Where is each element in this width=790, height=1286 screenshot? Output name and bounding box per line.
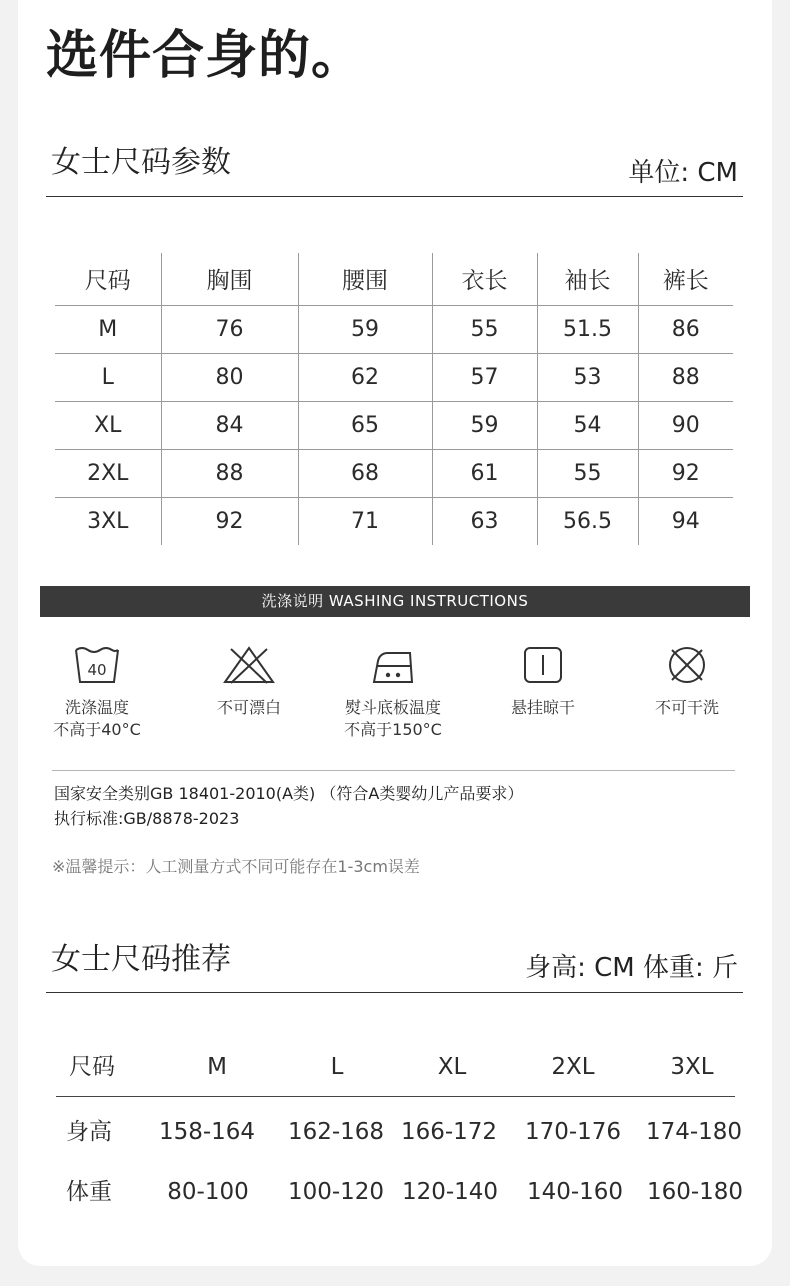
table-cell: 51.5 [537, 305, 638, 353]
line-dry-icon [522, 645, 564, 685]
table-cell: 57 [432, 353, 537, 401]
wash-item [174, 645, 324, 719]
recommend-cell: 158-164 [158, 1119, 256, 1145]
recommend-cell: 体重 [66, 1179, 112, 1205]
recommend-height-row [56, 1112, 746, 1152]
wash-label [612, 697, 762, 719]
table-cell: M [98, 316, 118, 342]
wash-tub-40-icon [73, 645, 121, 685]
wash-temperature-number: 40 [87, 661, 107, 679]
washing-instructions-bar: 洗涤说明 WASHING INSTRUCTIONS [40, 586, 750, 617]
recommend-cell: 174-180 [645, 1119, 743, 1145]
header-cell: 尺码 [84, 268, 131, 295]
wash-label-line: 悬挂晾干 [510, 698, 575, 717]
execution-standard: 执行标准:GB/8878-2023 [54, 809, 240, 828]
table-cell: 55 [432, 305, 537, 353]
table-cell: L [101, 364, 114, 390]
recommend-cell: 80-100 [167, 1179, 249, 1205]
recommend-header-divider [56, 1096, 735, 1097]
wash-label-line: 不高于150°C [344, 720, 442, 739]
wash-label-line: 不高于40°C [53, 720, 141, 739]
table-cell: 84 [161, 401, 298, 449]
recommend-cell: 160-180 [646, 1179, 744, 1205]
table-cell: 3XL [87, 508, 129, 534]
wash-item [22, 645, 172, 741]
header-cell: 衣长 [432, 253, 537, 305]
table-cell: 61 [432, 449, 537, 497]
table-cell: 2XL [87, 460, 129, 486]
no-bleach-icon [222, 645, 276, 685]
table-cell: 92 [161, 497, 298, 545]
recommend-cell: M [207, 1054, 227, 1080]
table-cell: 88 [638, 353, 733, 401]
safety-standard: 国家安全类别GB 18401-2010(A类) （符合A类婴幼儿产品要求） [54, 784, 524, 803]
table-header-row [55, 253, 733, 305]
size-params-unit: 单位: CM [628, 158, 738, 188]
table-row [55, 305, 733, 353]
size-params-title: 女士尺码参数 [51, 145, 231, 180]
table-cell: 76 [161, 305, 298, 353]
table-cell: 56.5 [537, 497, 638, 545]
wash-label-line: 洗涤温度 [64, 698, 129, 717]
table-cell: 92 [638, 449, 733, 497]
recommend-cell: 2XL [551, 1054, 595, 1080]
measurement-note: ※温馨提示：人工测量方式不同可能存在1-3cm误差 [52, 857, 420, 876]
table-cell: 88 [161, 449, 298, 497]
table-cell: 71 [298, 497, 432, 545]
page-title: 选件合身的。 [46, 26, 365, 86]
no-dry-clean-icon [666, 645, 708, 685]
recommend-unit: 身高: CM 体重: 斤 [525, 953, 738, 983]
recommend-cell: 140-160 [526, 1179, 624, 1205]
recommend-cell: 尺码 [69, 1054, 115, 1080]
header-cell: 腰围 [298, 253, 432, 305]
size-params-table [55, 253, 733, 545]
table-row [55, 353, 733, 401]
wash-label-line: 不可干洗 [654, 698, 719, 717]
recommend-header-row [56, 1047, 746, 1087]
recommend-title: 女士尺码推荐 [51, 942, 231, 977]
table-cell: 63 [432, 497, 537, 545]
table-cell: XL [94, 412, 122, 438]
recommend-cell: 3XL [670, 1054, 714, 1080]
table-row [55, 449, 733, 497]
wash-label-line: 不可漂白 [216, 698, 281, 717]
recommend-cell: 身高 [66, 1119, 112, 1145]
header-cell: 袖长 [537, 253, 638, 305]
table-row [55, 401, 733, 449]
table-cell: 59 [432, 401, 537, 449]
wash-label [174, 697, 324, 719]
table-cell: 86 [638, 305, 733, 353]
recommend-cell: XL [437, 1054, 467, 1080]
table-cell: 90 [638, 401, 733, 449]
wash-label-line: 熨斗底板温度 [344, 698, 441, 717]
recommend-cell: 120-140 [401, 1179, 499, 1205]
wash-label [22, 697, 172, 741]
divider [52, 770, 735, 771]
header-cell: 胸围 [161, 253, 298, 305]
wash-item [468, 645, 618, 719]
wash-item [318, 645, 468, 741]
recommend-cell: L [330, 1054, 344, 1080]
table-cell: 59 [298, 305, 432, 353]
table-cell: 53 [537, 353, 638, 401]
recommend-cell: 166-172 [400, 1119, 498, 1145]
wash-label [468, 697, 618, 719]
wash-label [318, 697, 468, 741]
recommend-cell: 100-120 [287, 1179, 385, 1205]
recommend-cell: 170-176 [524, 1119, 622, 1145]
table-cell: 80 [161, 353, 298, 401]
table-cell: 55 [537, 449, 638, 497]
table-cell: 68 [298, 449, 432, 497]
section-divider [46, 992, 743, 993]
table-cell: 94 [638, 497, 733, 545]
table-row [55, 497, 733, 545]
recommend-cell: 162-168 [287, 1119, 385, 1145]
iron-medium-icon [370, 645, 416, 685]
table-cell: 54 [537, 401, 638, 449]
table-cell: 65 [298, 401, 432, 449]
table-cell: 62 [298, 353, 432, 401]
recommend-weight-row [56, 1172, 746, 1212]
header-cell: 裤长 [638, 253, 733, 305]
section-divider [46, 196, 743, 197]
wash-item [612, 645, 762, 719]
